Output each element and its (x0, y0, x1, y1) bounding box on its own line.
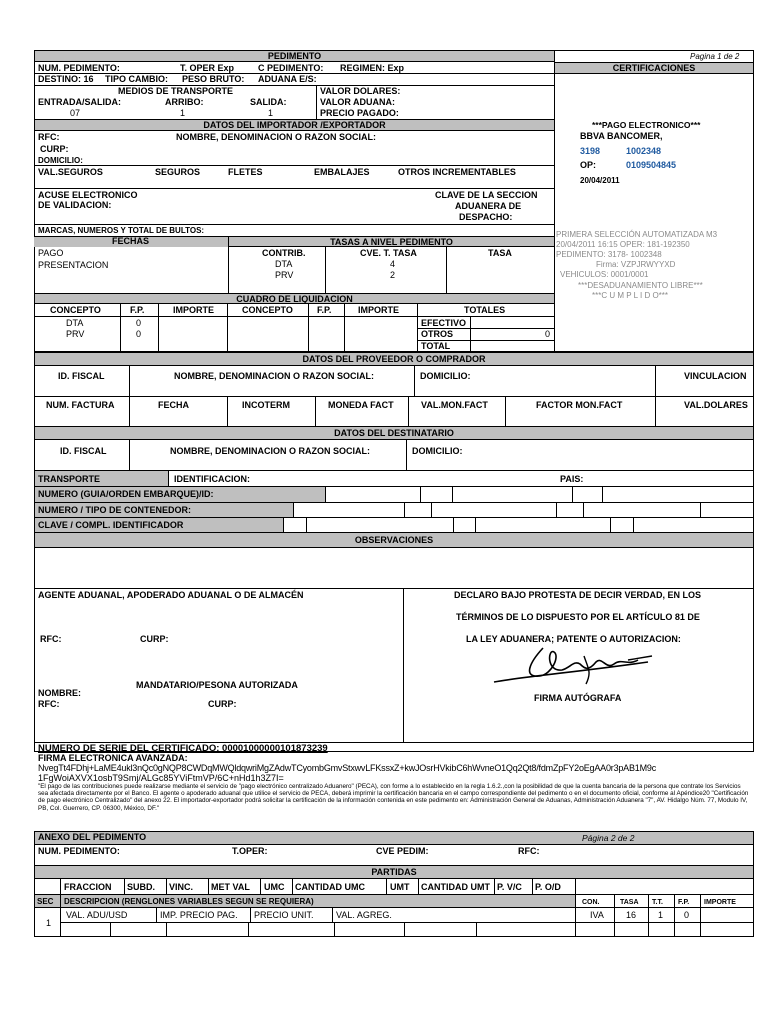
cert-num-b: 1002348 (626, 146, 662, 156)
con-value: IVA (590, 910, 604, 920)
col-umc: UMC (264, 882, 285, 892)
agente-rfc-label: RFC: (40, 634, 62, 644)
medios-transporte-label: MEDIOS DE TRANSPORTE (118, 86, 234, 96)
declaro-line-2: TÉRMINOS DE LO DISPUESTO POR EL ARTÍCULO 81 DE (456, 612, 700, 622)
col-val-agreg: VAL. AGREG. (336, 910, 392, 920)
valor-aduana-label: VALOR ADUANA: (320, 97, 395, 107)
incoterm-label: INCOTERM (242, 400, 290, 410)
agente-aduanal-label: AGENTE ADUANAL, APODERADO ADUANAL O DE ALMACÉN (38, 590, 304, 600)
t-oper-label: T. OPER Exp (180, 63, 235, 73)
liq-row-1-fp: 0 (136, 318, 142, 328)
fecha-label: FECHA (158, 400, 189, 410)
anexo-t-oper-label: T.OPER: (232, 846, 268, 856)
col-precio-unit: PRECIO UNIT. (254, 910, 314, 920)
anexo-title: ANEXO DEL PEDIMENTO (38, 832, 147, 842)
stamp-line-5: VEHICULOS: 0001/0001 (560, 270, 649, 279)
pedimento-title: PEDIMENTO (34, 50, 555, 62)
tasa-row-2-cve: 2 (390, 270, 396, 280)
declaro-line-1: DECLARO BAJO PROTESTA DE DECIR VERDAD, EN LOS (454, 590, 702, 600)
transporte-label: TRANSPORTE (38, 474, 101, 484)
col-con: CON. (582, 899, 600, 906)
legal-notice: "El pago de las contribuciones puede realizarse mediante el servicio de "pago electrónico centralizado Aduanero" (PECA), con forme a lo establecido en la regla 1.6.2.,con la posibilidad de que la cuenta bancaria de la persona que contrate los Servicios sea afectada directamente por el Banco. El agente o apoderado aduanal que utilice el servicio de PECA, deberá imprimir la certificación bancaria en el campo correspondiente del pedimento o en el documento oficial, conforme al Apéndice20 "Certificación de pago electrónico Centralizado" del anexo 22. El importador-exportador podrá solicitar la certificación de la información contenida en este pedimento en: Administración General de Aduanas, Administración Aduanera "7", AV. Hidalgo Núm. 77, Modulo IV, PB, Col. Guerrero, CP. 06300, México, DF." (38, 783, 749, 812)
stamp-line-7: ***C U M P L I D O*** (592, 291, 669, 300)
acuse-label-1: ACUSE ELECTRONICO (38, 190, 138, 200)
val-mon-fact-label: VAL.MON.FACT (421, 400, 488, 410)
id-fiscal-label: ID. FISCAL (58, 371, 105, 381)
val-seguros-label: VAL.SEGUROS (38, 167, 103, 177)
nombre-label: NOMBRE: (38, 688, 81, 698)
destino-label: DESTINO: 16 (38, 74, 94, 84)
lower-section-frame (34, 352, 754, 752)
clave-seccion-label-3: DESPACHO: (459, 212, 513, 222)
signature (488, 642, 658, 690)
domicilio-dest-label: DOMICILIO: (412, 446, 463, 456)
cert-date: 20/04/2011 (580, 176, 620, 185)
firma-string-line-1: NvegTt4FDhj+LaME4ukl3nQc0gNQP8CWDqMWQldqwriMgZAdwTCyombGmvStxwvLFKssxZ+kwJOsrHVkibC6hWvneO1Qq2Qt8/fdmZpFY2oEgAA0r3pAB1M9c (38, 763, 656, 773)
marcas-label: MARCAS, NUMEROS Y TOTAL DE BULTOS: (38, 226, 205, 235)
total-label: TOTAL (421, 341, 451, 351)
clave-seccion-label-2: ADUANERA DE (455, 201, 522, 211)
bank-name: BBVA BANCOMER, (580, 131, 663, 141)
otros-value: 0 (545, 329, 551, 339)
liq-header-fp-1: F.P. (130, 305, 145, 315)
nombre-razon-dest-label: NOMBRE, DENOMINACION O RAZON SOCIAL: (170, 446, 370, 456)
sec-value: 1 (46, 918, 52, 928)
col-imp-precio: IMP. PRECIO PAG. (160, 910, 238, 920)
anexo-rfc-label: RFC: (518, 846, 540, 856)
salida-label: SALIDA: (250, 97, 287, 107)
partidas-header: PARTIDAS (34, 865, 754, 879)
arribo-value: 1 (180, 108, 186, 118)
liq-header-concepto-1: CONCEPTO (50, 305, 101, 315)
numero-serie-label: NUMERO DE SERIE DEL CERTIFICADO: 00001000000101873239 (38, 743, 328, 754)
liq-header-fp-2: F.P. (317, 305, 332, 315)
col-tasa: TASA (620, 899, 639, 906)
page-label: Pagina 1 de 2 (690, 52, 740, 61)
mandatario-curp-label: CURP: (208, 699, 237, 709)
col-cantidad-umc: CANTIDAD UMC (295, 882, 365, 892)
domicilio-label: DOMICILIO: (38, 156, 83, 165)
col-fp: F.P. (678, 899, 690, 906)
col-vinc: VINC. (169, 882, 194, 892)
moneda-fact-label: MONEDA FACT (328, 400, 394, 410)
pago-electronico: ***PAGO ELECTRONICO*** (592, 120, 701, 130)
id-fiscal-dest-label: ID. FISCAL (60, 446, 107, 456)
num-factura-label: NUM. FACTURA (46, 400, 115, 410)
agente-curp-label: CURP: (140, 634, 169, 644)
rfc-label: RFC: (38, 132, 60, 142)
col-met-val: MET VAL (211, 882, 250, 892)
contrib-header: CONTRIB. (262, 248, 306, 258)
nombre-razon-proveedor-label: NOMBRE, DENOMINACION O RAZON SOCIAL: (174, 371, 374, 381)
efectivo-label: EFECTIVO (421, 318, 467, 328)
cve-tasa-header: CVE. T. TASA (360, 248, 417, 258)
cuadro-liquidacion-header: CUADRO DE LIQUIDACION (34, 293, 555, 304)
liq-row-2-concepto: PRV (66, 329, 85, 339)
fletes-label: FLETES (228, 167, 263, 177)
declaro-line-3: LA LEY ADUANERA; PATENTE O AUTORIZACION: (466, 634, 681, 644)
proveedor-header: DATOS DEL PROVEEDOR O COMPRADOR (34, 352, 754, 366)
col-p-vc: P. V/C (497, 882, 522, 892)
col-importe: IMPORTE (704, 899, 736, 906)
col-sec: SEC (37, 897, 54, 906)
col-umt: UMT (390, 882, 410, 892)
identificacion-label: IDENTIFICACION: (174, 474, 250, 484)
op-value: 0109504845 (626, 160, 677, 170)
certificaciones-header: CERTIFICACIONES (554, 62, 754, 74)
domicilio-proveedor-label: DOMICILIO: (420, 371, 471, 381)
tasas-nivel-header: TASAS A NIVEL PEDIMENTO (228, 236, 555, 247)
val-dolares-label: VAL.DOLARES (684, 400, 748, 410)
tasa-row-1-contrib: DTA (275, 259, 293, 269)
totales-header: TOTALES (464, 305, 506, 315)
col-tt: T.T. (652, 899, 663, 906)
regimen-label: REGIMEN: Exp (340, 63, 405, 73)
tipo-cambio-label: TIPO CAMBIO: (105, 74, 168, 84)
destinatario-header: DATOS DEL DESTINATARIO (34, 426, 754, 440)
col-val-adu: VAL. ADU/USD (66, 910, 128, 920)
mandatario-label: MANDATARIO/PESONA AUTORIZADA (136, 680, 298, 690)
liq-header-importe-1: IMPORTE (173, 305, 215, 315)
tasa-value: 16 (626, 910, 637, 920)
clave-seccion-label-1: CLAVE DE LA SECCION (435, 190, 538, 200)
stamp-line-3: PEDIMENTO: 3178- 1002348 (556, 250, 662, 259)
col-cantidad-umt: CANTIDAD UMT (421, 882, 490, 892)
stamp-line-4: Firma: VZPJRWYYXD (596, 260, 676, 269)
otros-label: OTROS (421, 329, 454, 339)
tt-value: 1 (658, 910, 664, 920)
anexo-cve-pedim-label: CVE PEDIM: (376, 846, 429, 856)
certifications-frame (554, 50, 754, 352)
entrada-salida-label: ENTRADA/SALIDA: (38, 97, 121, 107)
col-p-od: P. O/D (535, 882, 561, 892)
embalajes-label: EMBALAJES (314, 167, 370, 177)
vinculacion-label: VINCULACION (684, 371, 747, 381)
pago-label: PAGO (38, 248, 64, 258)
num-pedimento-label: NUM. PEDIMENTO: (38, 63, 120, 73)
tasa-row-2-contrib: PRV (275, 270, 294, 280)
valor-dolares-label: VALOR DOLARES: (320, 86, 401, 96)
firma-avanzada-label: FIRMA ELECTRONICA AVANZADA: (38, 753, 188, 763)
page-2-label: Página 2 de 2 (582, 833, 635, 843)
col-descripcion: DESCRIPCION (RENGLONES VARIABLES SEGUN SE REQUIERA) (64, 897, 314, 906)
numero-contenedor-label: NUMERO / TIPO DE CONTENEDOR: (38, 505, 192, 515)
peso-bruto-label: PESO BRUTO: (182, 74, 245, 84)
arribo-label: ARRIBO: (165, 97, 204, 107)
numero-guia-label: NUMERO (GUIA/ORDEN EMBARQUE)/ID: (38, 489, 214, 499)
fp-value: 0 (684, 910, 690, 920)
stamp-line-6: ***DESADUANAMIENTO LIBRE*** (578, 281, 703, 290)
liq-row-2-fp: 0 (136, 329, 142, 339)
pais-label: PAIS: (560, 474, 584, 484)
fechas-header: FECHAS (112, 236, 150, 246)
presentacion-label: PRESENTACION (38, 260, 109, 270)
liq-header-importe-2: IMPORTE (358, 305, 400, 315)
stamp-line-2: 20/04/2011 16:15 OPER: 181-192350 (556, 240, 690, 249)
acuse-label-2: DE VALIDACION: (38, 200, 112, 210)
datos-importador-header: DATOS DEL IMPORTADOR /EXPORTADOR (34, 119, 555, 131)
nombre-razon-label: NOMBRE, DENOMINACION O RAZON SOCIAL: (176, 132, 376, 142)
curp-label: CURP: (40, 144, 69, 154)
salida-value: 1 (268, 108, 274, 118)
anexo-num-pedimento-label: NUM. PEDIMENTO: (38, 846, 120, 856)
observaciones-header: OBSERVACIONES (34, 532, 754, 548)
liq-header-concepto-2: CONCEPTO (242, 305, 293, 315)
clave-compl-label: CLAVE / COMPL. IDENTIFICADOR (38, 520, 184, 530)
cert-num-a: 3198 (580, 146, 601, 156)
mandatario-rfc-label: RFC: (38, 699, 60, 709)
stamp-line-1: PRIMERA SELECCIÓN AUTOMATIZADA M3 (556, 230, 718, 239)
tasa-row-1-cve: 4 (390, 259, 396, 269)
liq-row-1-concepto: DTA (66, 318, 84, 328)
col-fraccion: FRACCION (64, 882, 112, 892)
tasa-header: TASA (488, 248, 512, 258)
entrada-value: 07 (70, 108, 81, 118)
aduana-label: ADUANA E/S: (258, 74, 317, 84)
col-subd: SUBD. (127, 882, 156, 892)
seguros-label: SEGUROS (155, 167, 201, 177)
op-label: OP: (580, 160, 597, 170)
firma-string-line-2: 1FgWoiAXVX1osbT9Smj/ALGc85YViFtmVP/6C+nHd1h3Z7I= (38, 773, 284, 783)
precio-pagado-label: PRECIO PAGADO: (320, 108, 399, 118)
c-pedimento-label: C PEDIMENTO: (258, 63, 324, 73)
firma-autografa-label: FIRMA AUTÓGRAFA (534, 693, 622, 703)
otros-incrementables-label: OTROS INCREMENTABLES (398, 167, 516, 177)
factor-mon-fact-label: FACTOR MON.FACT (536, 400, 623, 410)
